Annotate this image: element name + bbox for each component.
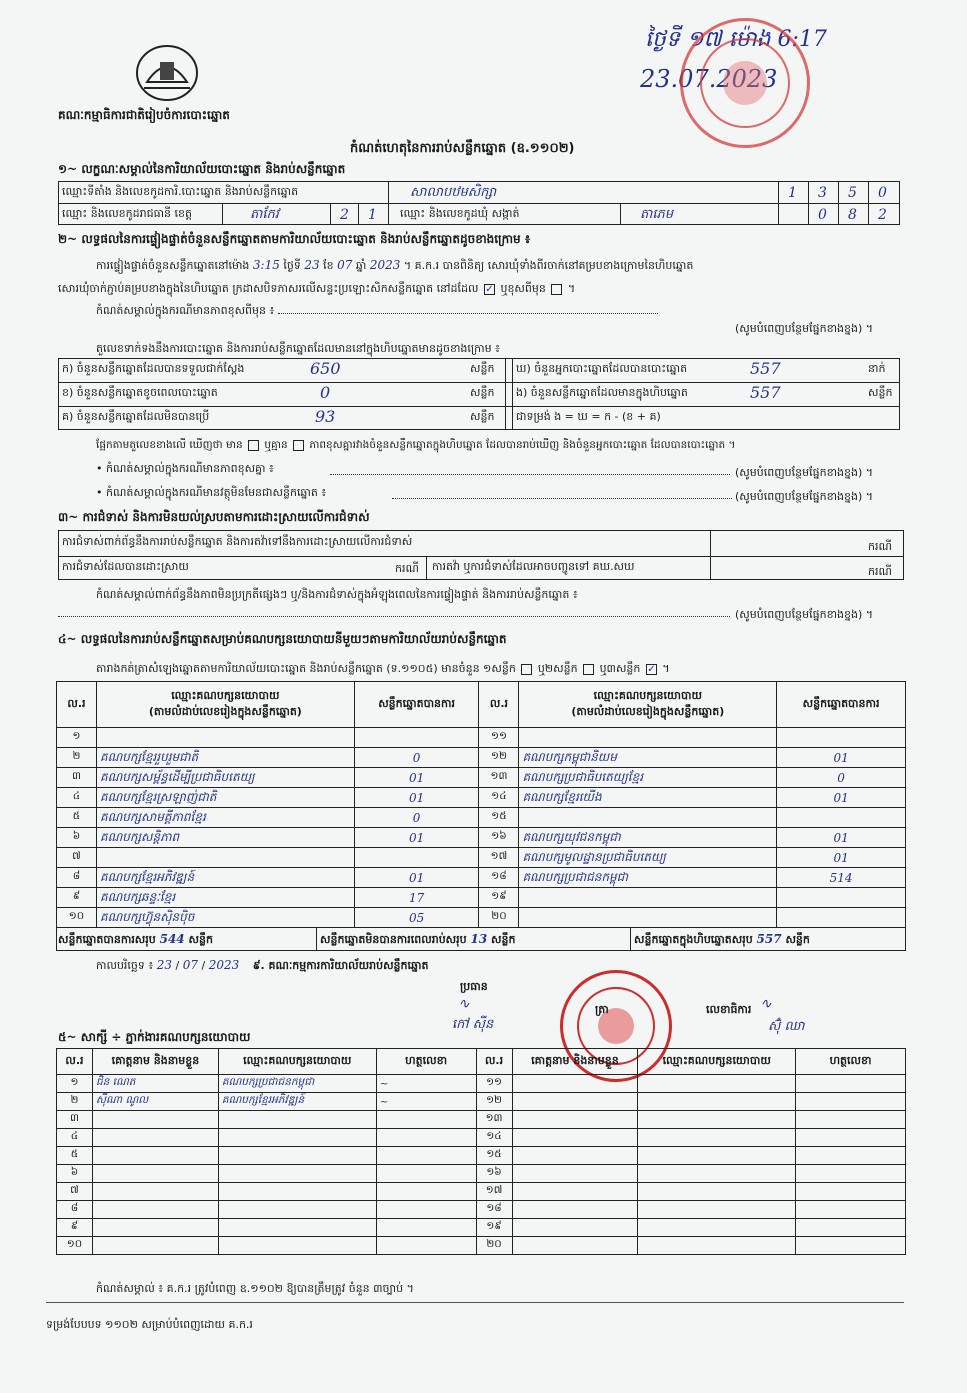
chair-signature: ∿ (458, 996, 470, 1012)
witness-signature (796, 1219, 906, 1237)
witness-signature (376, 1147, 476, 1165)
witness-no: ១៦ (476, 1165, 512, 1183)
witness-name (512, 1147, 638, 1165)
witness-party (638, 1237, 796, 1255)
witness-party (638, 1129, 796, 1147)
witness-party (638, 1183, 796, 1201)
party-name: គណបក្សសម្ព័ន្ធដើម្បីប្រជាធិបតេយ្យ (96, 768, 354, 788)
changed-checkbox[interactable] (551, 284, 562, 295)
witness-row (57, 1093, 906, 1111)
witness-party (638, 1093, 796, 1111)
witness-signature (376, 1165, 476, 1183)
nec-logo (132, 42, 202, 104)
party-votes (777, 908, 906, 928)
w-col-party-right: ឈ្មោះគណបក្សនយោបាយ (638, 1049, 796, 1075)
section5-heading: ៥~ សាក្សី ÷ ភ្នាក់ងារគណបក្សនយោបាយ (58, 1030, 251, 1044)
witness-party: គណបក្សខ្មែរអភិវឌ្ឍន៍ (218, 1093, 376, 1111)
committee-name: គណៈកម្មាធិការជាតិរៀបចំការបោះឆ្នោត (58, 108, 230, 122)
secretary-signature: ∿ (760, 996, 772, 1012)
witness-party (638, 1165, 796, 1183)
party-votes: 514 (777, 868, 906, 888)
witness-signature: ~ (376, 1093, 476, 1111)
member-label: ត្រា (595, 1003, 609, 1016)
witness-signature (376, 1183, 476, 1201)
verify-line: ការផ្ទៀងផ្ទាត់ចំនួនសន្លឹកឆ្នោតនៅម៉ោង 3:15 ថ្ងៃទី 23 ខែ 07 ឆ្នាំ 2023 ។ គ.ក.រ បានពិនិត្យ សោរឃុំទាំងពីរចាក់នៅគម្របខាងក្រោមនៃហិបឆ្នោត (96, 258, 694, 272)
figures-intro: តួលេខទាក់ទងនឹងការបោះឆ្នោត និងការរាប់សន្លឹកឆ្នោតដែលមាននៅក្នុងហិបឆ្នោតមានដូចខាងក្រោម ៖ (96, 342, 500, 355)
witness-row (57, 1219, 906, 1237)
footer-remark: កំណត់សម្គាល់ ៖ គ.ក.រ ត្រូវបំពេញ ឧ.១១០២ ឱ្យបានត្រឹមត្រូវ ចំនួន ៣ច្បាប់ ។ (96, 1282, 414, 1295)
party-name (96, 728, 354, 748)
witness-no: ៣ (57, 1111, 93, 1129)
party-votes (354, 728, 479, 748)
no-difference-checkbox[interactable] (293, 440, 304, 451)
party-name: គណបក្សឆន្ទៈខ្មែរ (96, 888, 354, 908)
w-col-sign-left: ហត្ថលេខា (376, 1049, 476, 1075)
commune-label: ឈ្មោះ និងលេខកូដឃុំ សង្កាត់ (400, 207, 520, 220)
witness-signature (796, 1075, 906, 1093)
party-votes (777, 888, 906, 908)
received-ballots-label: ក) ចំនួនសន្លឹកឆ្នោតដែលបានទទួលជាក់ស្តែង (62, 362, 245, 375)
voters-unit: នាក់ (868, 362, 886, 375)
witness-row (57, 1147, 906, 1165)
witness-name (512, 1075, 638, 1093)
party-row (57, 728, 906, 748)
received-ballots-unit: សន្លឹក (470, 362, 495, 375)
ballots-in-box-unit: សន្លឹក (868, 386, 893, 399)
witness-party (218, 1129, 376, 1147)
party-no: ១២ (479, 748, 519, 768)
party-no: ១៣ (479, 768, 519, 788)
party-votes: 01 (777, 848, 906, 868)
top-annotation-line1: ថ្ងៃទី ១៧ ម៉ោង 6:17 (645, 27, 827, 52)
objections-forwarded-case: ករណី (868, 565, 892, 578)
objections-row1-case: ករណី (868, 540, 892, 553)
witness-name (512, 1093, 638, 1111)
unused-ballots-label: គ) ចំនួនសន្លឹកឆ្នោតដែលមិនបានប្រើ (62, 410, 210, 423)
voters-value: 557 (750, 359, 781, 378)
witness-no: ៤ (57, 1129, 93, 1147)
witness-party (638, 1219, 796, 1237)
witness-party (218, 1147, 376, 1165)
chair-label: ប្រធាន (460, 980, 488, 993)
spoiled-ballots-unit: សន្លឹក (470, 386, 495, 399)
unchanged-checkbox[interactable]: ✓ (485, 283, 494, 295)
date-line: កាលបរិច្ឆេទ ៖ 23 / 07 / 2023 ៩. គណៈកម្មការការិយាល័យរាប់សន្លឹកឆ្នោត (96, 958, 429, 972)
party-votes: 01 (777, 788, 906, 808)
witness-signature (796, 1111, 906, 1129)
party-row (57, 848, 906, 868)
party-no: ១០ (57, 908, 97, 928)
witness-name (92, 1111, 218, 1129)
party-votes: 01 (777, 748, 906, 768)
col-votes-left: សន្លឹកឆ្នោតបានការ (354, 682, 479, 728)
witness-name (92, 1237, 218, 1255)
section2-heading: ២~ លទ្ធផលនៃការផ្ទៀងផ្ទាត់ចំនួនសន្លឹកឆ្នោតតាមការិយាល័យបោះឆ្នោត និងរាប់សន្លឹកឆ្នោតដូចខាងក្រោម ៖ (58, 232, 531, 246)
witness-signature (796, 1183, 906, 1201)
total-valid: សន្លឹកឆ្នោតបានការសរុប 544 សន្លឹក (58, 932, 213, 946)
witness-name (512, 1219, 638, 1237)
witness-party (638, 1147, 796, 1165)
witness-party (638, 1111, 796, 1129)
witness-party (218, 1111, 376, 1129)
party-name (519, 888, 777, 908)
col-party-left: ឈ្មោះគណបក្សនយោបាយ (តាមលំដាប់លេខរៀងក្នុងសន្លឹកឆ្នោត) (96, 682, 354, 728)
witness-no: ២០ (476, 1237, 512, 1255)
three-sheets-checkbox[interactable]: ✓ (647, 663, 656, 675)
witness-party (218, 1237, 376, 1255)
witness-signature (796, 1093, 906, 1111)
objections-resolved-case: ករណី (395, 562, 419, 575)
witness-no: ២ (57, 1093, 93, 1111)
formula: ជាទម្រង់ ង = ឃ = ក - (ខ + គ) (516, 410, 661, 423)
witness-row (57, 1075, 906, 1093)
party-votes: 01 (777, 828, 906, 848)
witness-signature (376, 1237, 476, 1255)
party-results-table (56, 681, 906, 928)
col-no-right: ល.រ (479, 682, 519, 728)
official-stamp-top (680, 18, 810, 148)
party-name (96, 848, 354, 868)
w-col-name-left: គោត្តនាម និងនាមខ្លួន (92, 1049, 218, 1075)
party-no: ១១ (479, 728, 519, 748)
witness-no: ១៣ (476, 1111, 512, 1129)
witness-name (512, 1129, 638, 1147)
party-no: ៤ (57, 788, 97, 808)
party-row (57, 768, 906, 788)
witness-row (57, 1111, 906, 1129)
party-no: ៥ (57, 808, 97, 828)
top-annotation-line2: 23.07.2023 (640, 65, 778, 93)
section4-intro: តារាងកត់ត្រាសំឡេងឆ្នោតតាមការិយាល័យបោះឆ្នោត និងរាប់សន្លឹកឆ្នោត (ទ.១១០៥) មានចំនួន ១សន្លឹក ឬ២សន្លឹក ឬ៣សន្លឹក ✓ ។ (96, 662, 670, 675)
party-votes: 01 (354, 828, 479, 848)
witness-signature (796, 1237, 906, 1255)
witness-name: ជិន ណេត (92, 1075, 218, 1093)
party-no: ១៦ (479, 828, 519, 848)
witness-no: ១ (57, 1075, 93, 1093)
province-code-2: 1 (368, 207, 377, 223)
witness-row (57, 1165, 906, 1183)
total-in-box: សន្លឹកឆ្នោតក្នុងហិបឆ្នោតសរុប 557 សន្លឹក (634, 932, 810, 946)
witness-no: ១៨ (476, 1201, 512, 1219)
witness-no: ១១ (476, 1075, 512, 1093)
col-party-right: ឈ្មោះគណបក្សនយោបាយ (តាមលំដាប់លេខរៀងក្នុងសន្លឹកឆ្នោត) (519, 682, 777, 728)
party-no: ១៧ (479, 848, 519, 868)
witness-name (512, 1183, 638, 1201)
witness-no: ១៤ (476, 1129, 512, 1147)
commune-code-3: 2 (878, 207, 887, 223)
witness-no: ៥ (57, 1147, 93, 1165)
party-name: គណបក្សប្រជាជនកម្ពុជា (519, 868, 777, 888)
party-no: ៧ (57, 848, 97, 868)
witness-party (218, 1183, 376, 1201)
spoiled-ballots-value: 0 (320, 383, 331, 402)
ballots-in-box-value: 557 (750, 383, 781, 402)
witness-party (218, 1165, 376, 1183)
party-votes: 0 (354, 748, 479, 768)
bullet-foreign-object: • កំណត់សម្គាល់ក្នុងករណីមានវត្ថុមិនមែនជាសន្លឹកឆ្នោត ៖ (96, 486, 327, 499)
unused-ballots-unit: សន្លឹក (470, 410, 495, 423)
total-invalid: សន្លឹកឆ្នោតមិនបានការពេលរាប់សរុប 13 សន្លឹក (320, 932, 516, 946)
party-no: ១៥ (479, 808, 519, 828)
witness-signature (376, 1111, 476, 1129)
form-title: កំណត់ហេតុនៃការរាប់សន្លឹកឆ្នោត (ឧ.១១០២) (350, 141, 575, 156)
party-row (57, 828, 906, 848)
party-votes: 17 (354, 888, 479, 908)
witness-name (92, 1201, 218, 1219)
two-sheets-checkbox[interactable] (583, 664, 594, 675)
party-votes (777, 808, 906, 828)
party-name: គណបក្សខ្មែរអភិវឌ្ឍន៍ (96, 868, 354, 888)
witness-name (512, 1237, 638, 1255)
w-col-name-right: គោត្តនាម និងនាមខ្លួន (512, 1049, 638, 1075)
difference-remark-fill: (សូមបំពេញបន្ថែមផ្នែកខាងខ្នង) ។ (735, 322, 874, 335)
witness-party (638, 1201, 796, 1219)
party-name: គណបក្សខ្មែរស្រឡាញ់ជាតិ (96, 788, 354, 808)
witness-signature (796, 1165, 906, 1183)
witness-name (512, 1111, 638, 1129)
lock-line: សោរឃុំចាក់ភ្ជាប់គម្របខាងក្នុងនៃហិបឆ្នោត ក្រដាសបិទភាសរលើសន្ទះប្រឡោះសិកសន្លឹកឆ្នោត នៅដដែល ✓ ឬខុសពីមុន ។ (58, 282, 576, 295)
party-name (519, 908, 777, 928)
witness-signature (376, 1219, 476, 1237)
bullet-difference: • កំណត់សម្គាល់ក្នុងករណីមានភាពខុសគ្នា ៖ (96, 462, 274, 475)
witness-signature (796, 1201, 906, 1219)
party-votes (777, 728, 906, 748)
party-name: គណបក្សសន្តិភាព (96, 828, 354, 848)
witness-row (57, 1183, 906, 1201)
location-label: ឈ្មោះទីតាំង និងលេខកូដការិ.បោះឆ្នោត និងរាប់សន្លឹកឆ្នោត (62, 185, 299, 198)
one-sheet-checkbox[interactable] (521, 664, 532, 675)
party-name: គណបក្សខ្មែរយើង (519, 788, 777, 808)
witness-no: ១៥ (476, 1147, 512, 1165)
party-votes: 01 (354, 788, 479, 808)
secretary-name: ស៊ុំ ឈា (768, 1019, 805, 1034)
party-no: ១៤ (479, 788, 519, 808)
section4-heading: ៤~ លទ្ធផលនៃការរាប់សន្លឹកឆ្នោតសម្រាប់គណបក្សនយោបាយនីមួយៗតាមការិយាល័យរាប់សន្លឹកឆ្នោត (58, 632, 507, 646)
province-code-1: 2 (340, 207, 349, 223)
col-no-left: ល.រ (57, 682, 97, 728)
party-votes: 0 (354, 808, 479, 828)
witness-row (57, 1201, 906, 1219)
location-code-4: 0 (878, 185, 887, 201)
party-row (57, 808, 906, 828)
commune-code-1: 0 (818, 207, 827, 223)
party-row (57, 868, 906, 888)
col-votes-right: សន្លឹកឆ្នោតបានការ (777, 682, 906, 728)
witness-table (56, 1048, 906, 1255)
party-row (57, 788, 906, 808)
objections-remark: កំណត់សម្គាល់ពាក់ព័ន្ធនឹងភាពមិនប្រក្រតីផ្សេងៗ ឬ/និងការជំទាស់ក្នុងអំឡុងពេលនៃការផ្ទៀងផ្ទាត់ និងការរាប់សន្លឹកឆ្នោត ៖ (96, 588, 578, 601)
party-no: ៩ (57, 888, 97, 908)
party-votes: 0 (777, 768, 906, 788)
ballots-in-box-label: ង) ចំនួនសន្លឹកឆ្នោតដែលមានក្នុងហិបឆ្នោត (516, 386, 688, 399)
bullet-foreign-fill: (សូមបំពេញបន្ថែមផ្នែកខាងខ្នង) ។ (735, 490, 874, 503)
witness-row (57, 1129, 906, 1147)
location-code-2: 3 (818, 185, 827, 201)
chair-name: កៅ ស៊ីន (452, 1017, 494, 1032)
location-code-1: 1 (788, 185, 797, 201)
witness-no: ១២ (476, 1093, 512, 1111)
footer-form-note: ទម្រង់បែបបទ ១១០២ សម្រាប់បំពេញដោយ គ.ក.រ (46, 1318, 253, 1331)
witness-signature: ~ (376, 1075, 476, 1093)
witness-party (638, 1075, 796, 1093)
unused-ballots-value: 93 (315, 407, 336, 426)
witness-signature (796, 1129, 906, 1147)
commune-code-2: 8 (848, 207, 857, 223)
objections-resolved: ការជំទាស់ដែលបានដោះស្រាយ (62, 560, 189, 573)
witness-signature (376, 1201, 476, 1219)
party-name: គណបក្សសាមគ្គីភាពខ្មែរ (96, 808, 354, 828)
witness-no: ៩ (57, 1219, 93, 1237)
section1-heading: ១~ លក្ខណៈសម្គាល់នៃការិយាល័យបោះឆ្នោត និងរាប់សន្លឹកឆ្នោត (58, 162, 346, 176)
w-col-no-right: ល.រ (476, 1049, 512, 1075)
location-code-3: 5 (848, 185, 857, 201)
witness-party (218, 1201, 376, 1219)
witness-name (512, 1201, 638, 1219)
witness-no: ១០ (57, 1237, 93, 1255)
party-name: គណបក្សយុវជនកម្ពុជា (519, 828, 777, 848)
w-col-party-left: ឈ្មោះគណបក្សនយោបាយ (218, 1049, 376, 1075)
party-name (519, 808, 777, 828)
witness-no: ១៧ (476, 1183, 512, 1201)
difference-remark: កំណត់សម្គាល់ក្នុងករណីមានភាពខុសពីមុន ៖ (96, 304, 658, 318)
objections-remark-fill: (សូមបំពេញបន្ថែមផ្នែកខាងខ្នង) ។ (735, 608, 874, 621)
section3-heading: ៣~ ការជំទាស់ និងការមិនយល់ស្របតាមការដោះស្រាយលើការជំទាស់ (58, 510, 370, 524)
witness-signature (376, 1129, 476, 1147)
party-name (519, 728, 777, 748)
party-no: ១៩ (479, 888, 519, 908)
witness-party: គណបក្សប្រជាជនកម្ពុជា (218, 1075, 376, 1093)
witness-name (512, 1165, 638, 1183)
witness-name (92, 1165, 218, 1183)
witness-name (92, 1129, 218, 1147)
witness-row (57, 1237, 906, 1255)
witness-no: ៧ (57, 1183, 93, 1201)
witness-no: ៦ (57, 1165, 93, 1183)
witness-no: ១៩ (476, 1219, 512, 1237)
witness-name (92, 1183, 218, 1201)
witness-name: ស៊ីណា ណូល (92, 1093, 218, 1111)
party-no: ១៨ (479, 868, 519, 888)
w-col-sign-right: ហត្ថលេខា (796, 1049, 906, 1075)
location-value: សាលាបឋមសិក្សា (410, 185, 497, 200)
objections-forwarded: ការតវ៉ា ឬការជំទាស់ដែលអាចបញ្ជូនទៅ គឃ.សឃ (432, 560, 635, 573)
w-col-no-left: ល.រ (57, 1049, 93, 1075)
bullet-difference-fill: (សូមបំពេញបន្ថែមផ្នែកខាងខ្នង) ។ (735, 466, 874, 479)
voters-label: ឃ) ចំនួនអ្នកបោះឆ្នោតដែលបានបោះឆ្នោត (516, 362, 688, 375)
witness-name (92, 1147, 218, 1165)
province-value: តាកែវ (250, 207, 279, 222)
party-no: ៣ (57, 768, 97, 788)
spoiled-ballots-label: ខ) ចំនួនសន្លឹកឆ្នោតខូចពេលបោះឆ្នោត (62, 386, 218, 399)
party-row (57, 908, 906, 928)
party-votes (354, 848, 479, 868)
has-difference-checkbox[interactable] (248, 440, 259, 451)
party-row (57, 748, 906, 768)
party-name: គណបក្សប្រជាធិបតេយ្យខ្មែរ (519, 768, 777, 788)
party-name: គណបក្សកម្ពុជានិយម (519, 748, 777, 768)
compare-line: ផ្អែកតាមតួលេខខាងលើ ឃើញថា មាន ឬគ្មាន ភាពខុសគ្នារវាងចំនួនសន្លឹកឆ្នោតក្នុងហិបឆ្នោត ដែលបានរាប់ឃើញ និងចំនួនអ្នកបោះឆ្នោត ដែលបានបោះឆ្នោត ។ (96, 439, 736, 451)
party-votes: 05 (354, 908, 479, 928)
objections-row1: ការជំទាស់ពាក់ព័ន្ធនឹងការរាប់សន្លឹកឆ្នោត និងការតវ៉ាទៅនឹងការដោះស្រាយលើការជំទាស់ (62, 535, 413, 548)
party-votes: 01 (354, 868, 479, 888)
party-no: ៨ (57, 868, 97, 888)
commune-value: តាភេម (640, 207, 674, 222)
witness-party (218, 1219, 376, 1237)
secretary-label: លេខាធិការ (706, 1003, 752, 1016)
witness-name (92, 1219, 218, 1237)
party-no: ២០ (479, 908, 519, 928)
party-votes: 01 (354, 768, 479, 788)
party-no: ១ (57, 728, 97, 748)
witness-no: ៨ (57, 1201, 93, 1219)
party-no: ៦ (57, 828, 97, 848)
party-row (57, 888, 906, 908)
party-name: គណបក្សខ្មែររួបរួមជាតិ (96, 748, 354, 768)
received-ballots-value: 650 (310, 359, 341, 378)
party-no: ២ (57, 748, 97, 768)
party-name: គណបក្សហ៊្វុនស៊ិនប៉ិច (96, 908, 354, 928)
province-label: ឈ្មោះ និងលេខកូដរាជធានី ខេត្ត (62, 207, 192, 220)
witness-signature (796, 1147, 906, 1165)
party-name: គណបក្សមូលដ្ឋានប្រជាធិបតេយ្យ (519, 848, 777, 868)
